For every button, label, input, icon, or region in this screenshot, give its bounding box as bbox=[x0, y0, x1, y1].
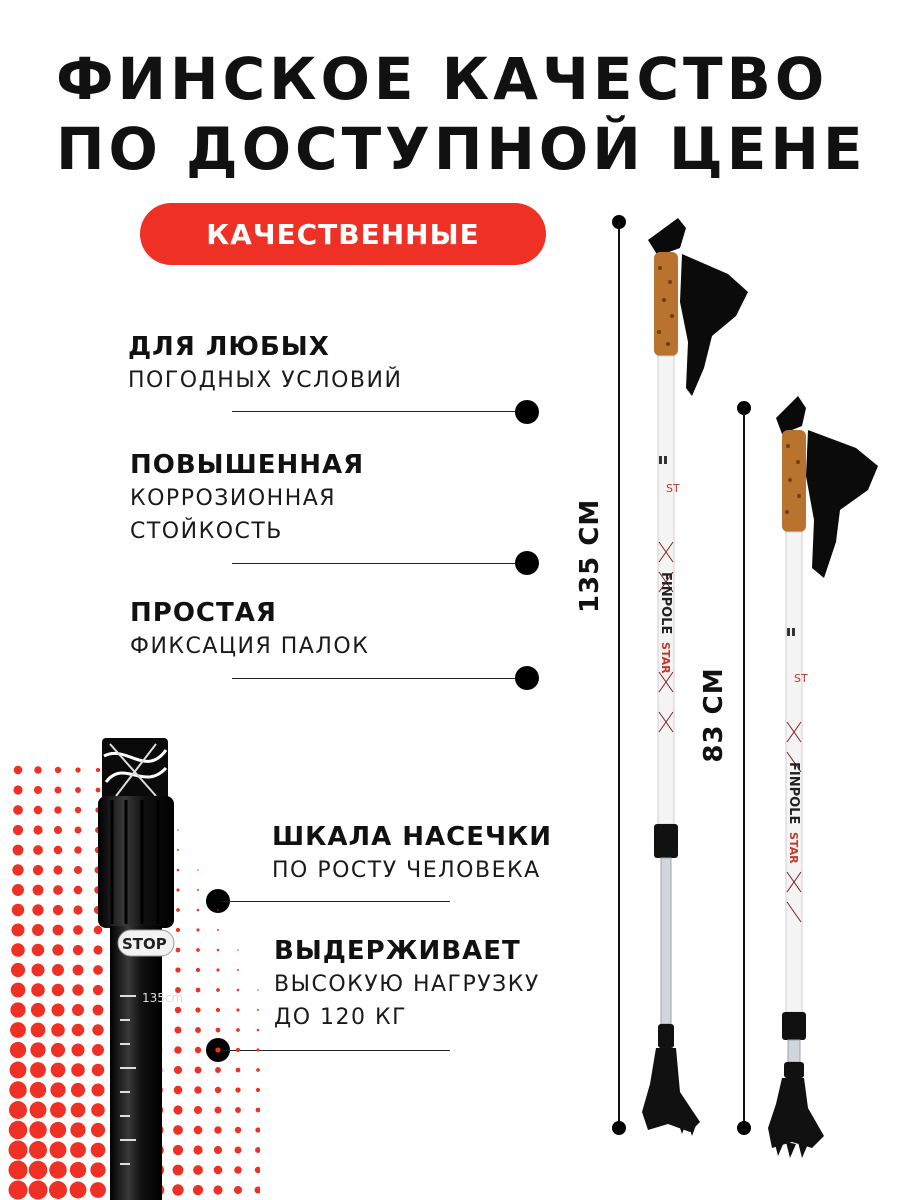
halftone-dot bbox=[33, 825, 42, 834]
halftone-dot bbox=[53, 885, 63, 895]
halftone-dot bbox=[214, 1146, 222, 1154]
halftone-dot bbox=[73, 925, 83, 935]
halftone-dot bbox=[9, 1081, 26, 1098]
halftone-dot bbox=[236, 1008, 239, 1011]
halftone-dot bbox=[74, 886, 83, 895]
halftone-dot bbox=[74, 846, 82, 854]
halftone-dot bbox=[70, 1182, 87, 1199]
feature-line: СТОЙКОСТЬ bbox=[130, 519, 283, 544]
halftone-dot bbox=[12, 904, 24, 916]
halftone-dot bbox=[215, 1067, 221, 1073]
headline bbox=[56, 44, 876, 184]
halftone-dot bbox=[236, 1048, 240, 1052]
stop-label: STOP bbox=[122, 935, 167, 953]
long-pole-length: 135 СМ bbox=[575, 498, 605, 613]
halftone-dot bbox=[75, 767, 80, 772]
halftone-dot bbox=[236, 1068, 241, 1073]
halftone-dot bbox=[49, 1161, 66, 1178]
halftone-dot bbox=[256, 1108, 260, 1113]
halftone-dot bbox=[256, 1068, 260, 1072]
halftone-dot bbox=[9, 1181, 28, 1200]
halftone-dot bbox=[235, 1147, 242, 1154]
halftone-dot bbox=[9, 1141, 28, 1160]
halftone-dot bbox=[31, 1003, 45, 1017]
halftone-dot bbox=[55, 767, 61, 773]
svg-text:ST: ST bbox=[794, 672, 808, 685]
dimension-line-long bbox=[618, 222, 620, 1128]
halftone-dot bbox=[33, 865, 43, 875]
halftone-dot bbox=[33, 845, 43, 855]
halftone-dot bbox=[215, 1087, 221, 1093]
halftone-dot bbox=[50, 1102, 66, 1118]
feature-line: ФИКСАЦИЯ ПАЛОК bbox=[130, 634, 370, 659]
halftone-dot bbox=[29, 1181, 48, 1200]
halftone-dot bbox=[31, 1023, 46, 1038]
halftone-dot bbox=[255, 1167, 260, 1173]
feature-line: ДО 120 КГ bbox=[274, 1005, 408, 1030]
halftone-dot bbox=[216, 1028, 221, 1033]
feature-divider bbox=[232, 411, 522, 412]
halftone-dot bbox=[50, 1082, 65, 1097]
halftone-dot bbox=[256, 1088, 260, 1092]
pole-lock-closeup bbox=[96, 738, 196, 1200]
halftone-dot bbox=[234, 1186, 242, 1194]
pole-brand-label: FINPOLE bbox=[786, 762, 801, 825]
halftone-dot bbox=[30, 1102, 47, 1119]
halftone-dot bbox=[234, 1166, 242, 1174]
halftone-dot bbox=[29, 1121, 46, 1138]
halftone-dot bbox=[55, 787, 62, 794]
halftone-dot bbox=[50, 1122, 66, 1138]
bullet-dot bbox=[515, 400, 539, 424]
halftone-dot bbox=[257, 1009, 259, 1011]
halftone-dot bbox=[54, 826, 62, 834]
halftone-dot bbox=[197, 889, 199, 891]
halftone-dot bbox=[217, 949, 220, 952]
halftone-dot bbox=[30, 1082, 46, 1098]
halftone-dot bbox=[73, 905, 82, 914]
feature-title: ВЫДЕРЖИВАЕТ bbox=[274, 936, 521, 966]
halftone-dot bbox=[9, 1101, 27, 1119]
halftone-dot bbox=[237, 989, 240, 992]
halftone-dot bbox=[216, 968, 219, 971]
halftone-dot bbox=[196, 948, 200, 952]
halftone-dot bbox=[197, 869, 198, 870]
feature-title: ШКАЛА НАСЕЧКИ bbox=[272, 822, 553, 852]
halftone-dot bbox=[257, 1029, 260, 1032]
halftone-dot bbox=[33, 885, 44, 896]
halftone-dot bbox=[196, 988, 201, 993]
halftone-dot bbox=[10, 1002, 25, 1017]
halftone-dot bbox=[71, 1043, 84, 1056]
halftone-dot bbox=[34, 786, 42, 794]
halftone-dot bbox=[70, 1142, 86, 1158]
pole-model-label: STAR bbox=[659, 642, 672, 674]
halftone-dot bbox=[195, 1007, 200, 1012]
halftone-dot bbox=[71, 1103, 86, 1118]
halftone-dot bbox=[255, 1187, 260, 1194]
halftone-dot bbox=[235, 1127, 241, 1133]
halftone-dot bbox=[257, 989, 258, 990]
feature-divider bbox=[232, 563, 522, 564]
halftone-dot bbox=[30, 1042, 45, 1057]
short-pole-length: 83 СМ bbox=[699, 667, 729, 763]
halftone-dot bbox=[13, 785, 22, 794]
nordic-walking-pole-short bbox=[752, 392, 892, 1162]
feature-scale bbox=[272, 820, 552, 887]
feature-weather bbox=[128, 330, 402, 397]
halftone-dot bbox=[29, 1141, 47, 1159]
halftone-dot bbox=[255, 1127, 260, 1132]
halftone-dot bbox=[31, 963, 44, 976]
halftone-dot bbox=[75, 827, 82, 834]
halftone-dot bbox=[73, 945, 83, 955]
halftone-dot bbox=[53, 925, 64, 936]
halftone-dot bbox=[10, 1042, 26, 1058]
pole-brand-label: FINPOLE bbox=[658, 572, 673, 635]
halftone-dot bbox=[217, 929, 219, 931]
headline-line-2: ПО ДОСТУПНОЙ ЦЕНЕ bbox=[56, 115, 867, 183]
halftone-dot bbox=[50, 1142, 67, 1159]
halftone-dot bbox=[214, 1166, 223, 1175]
halftone-dot bbox=[13, 825, 23, 835]
halftone-dot bbox=[196, 928, 199, 931]
feature-line: ПОГОДНЫХ УСЛОВИЙ bbox=[128, 368, 403, 393]
halftone-dot bbox=[236, 1028, 240, 1032]
feature-fixation bbox=[130, 596, 369, 663]
halftone-dot bbox=[71, 1063, 85, 1077]
halftone-dot bbox=[11, 983, 26, 998]
halftone-dot bbox=[9, 1161, 28, 1180]
halftone-dot bbox=[11, 923, 24, 936]
halftone-dot bbox=[72, 984, 83, 995]
halftone-dot bbox=[214, 1126, 222, 1134]
halftone-dot bbox=[14, 766, 23, 775]
feature-load bbox=[274, 934, 540, 1034]
halftone-dot bbox=[197, 909, 200, 912]
halftone-dot bbox=[215, 1047, 220, 1052]
feature-line: ПО РОСТУ ЧЕЛОВЕКА bbox=[272, 858, 541, 883]
nordic-walking-pole-long bbox=[628, 212, 758, 1148]
halftone-dot bbox=[51, 1023, 65, 1037]
halftone-dot bbox=[237, 949, 238, 950]
pole-model-label: STAR bbox=[787, 832, 800, 864]
halftone-dot bbox=[216, 988, 220, 992]
dimension-dot-bottom bbox=[612, 1121, 626, 1135]
halftone-dot bbox=[217, 909, 218, 910]
halftone-dot bbox=[51, 1043, 65, 1057]
halftone-dot bbox=[70, 1162, 86, 1178]
halftone-dot bbox=[10, 1022, 26, 1038]
halftone-dot bbox=[52, 944, 63, 955]
halftone-dot bbox=[235, 1087, 240, 1092]
svg-text:ST: ST bbox=[666, 482, 680, 495]
halftone-dot bbox=[213, 1185, 222, 1194]
halftone-dot bbox=[13, 805, 23, 815]
halftone-dot bbox=[34, 806, 43, 815]
halftone-dot bbox=[256, 1048, 259, 1051]
scale-mark-label: 135cm bbox=[142, 991, 184, 1005]
halftone-dot bbox=[237, 969, 239, 971]
halftone-dot bbox=[10, 1062, 27, 1079]
bullet-dot bbox=[515, 551, 539, 575]
bullet-dot bbox=[515, 666, 539, 690]
halftone-dot bbox=[29, 1161, 48, 1180]
halftone-dot bbox=[235, 1107, 241, 1113]
halftone-dot bbox=[52, 964, 64, 976]
halftone-dot bbox=[49, 1181, 67, 1199]
halftone-dot bbox=[30, 1062, 46, 1078]
halftone-dot bbox=[215, 1107, 222, 1114]
feature-line: КОРРОЗИОННАЯ bbox=[130, 486, 337, 511]
halftone-dot bbox=[71, 1083, 85, 1097]
halftone-dot bbox=[53, 865, 62, 874]
halftone-dot bbox=[72, 1004, 84, 1016]
feature-line: ВЫСОКУЮ НАГРУЗКУ bbox=[274, 972, 540, 997]
halftone-dot bbox=[12, 864, 23, 875]
halftone-dot bbox=[12, 884, 24, 896]
halftone-dot bbox=[52, 984, 64, 996]
feature-title: ПРОСТАЯ bbox=[130, 598, 277, 628]
halftone-dot bbox=[53, 905, 63, 915]
feature-title: ПОВЫШЕННАЯ bbox=[130, 450, 365, 480]
halftone-dot bbox=[74, 866, 82, 874]
halftone-dot bbox=[51, 1003, 64, 1016]
halftone-dot bbox=[70, 1122, 85, 1137]
halftone-dot bbox=[216, 1008, 220, 1012]
halftone-dot bbox=[31, 983, 45, 997]
headline-line-1: ФИНСКОЕ КАЧЕСТВО bbox=[56, 45, 829, 113]
halftone-dot bbox=[255, 1147, 260, 1153]
halftone-dot bbox=[9, 1121, 28, 1140]
halftone-dot bbox=[196, 968, 200, 972]
halftone-dot bbox=[11, 943, 25, 957]
halftone-dot bbox=[51, 1063, 66, 1078]
halftone-dot bbox=[13, 845, 24, 856]
feature-divider bbox=[232, 678, 522, 679]
halftone-dot bbox=[32, 904, 43, 915]
halftone-dot bbox=[32, 944, 44, 956]
feature-title: ДЛЯ ЛЮБЫХ bbox=[128, 332, 330, 362]
halftone-dot bbox=[11, 963, 25, 977]
halftone-dot bbox=[75, 787, 81, 793]
quality-badge bbox=[140, 203, 546, 265]
feature-corrosion bbox=[130, 448, 364, 548]
halftone-dot bbox=[54, 806, 62, 814]
halftone-dot bbox=[54, 846, 63, 855]
halftone-dot bbox=[72, 1024, 84, 1036]
halftone-dot bbox=[75, 807, 81, 813]
halftone-dot bbox=[32, 924, 44, 936]
halftone-dot bbox=[34, 766, 42, 774]
quality-badge-label: КАЧЕСТВЕННЫЕ bbox=[206, 217, 480, 251]
halftone-dot bbox=[73, 965, 84, 976]
